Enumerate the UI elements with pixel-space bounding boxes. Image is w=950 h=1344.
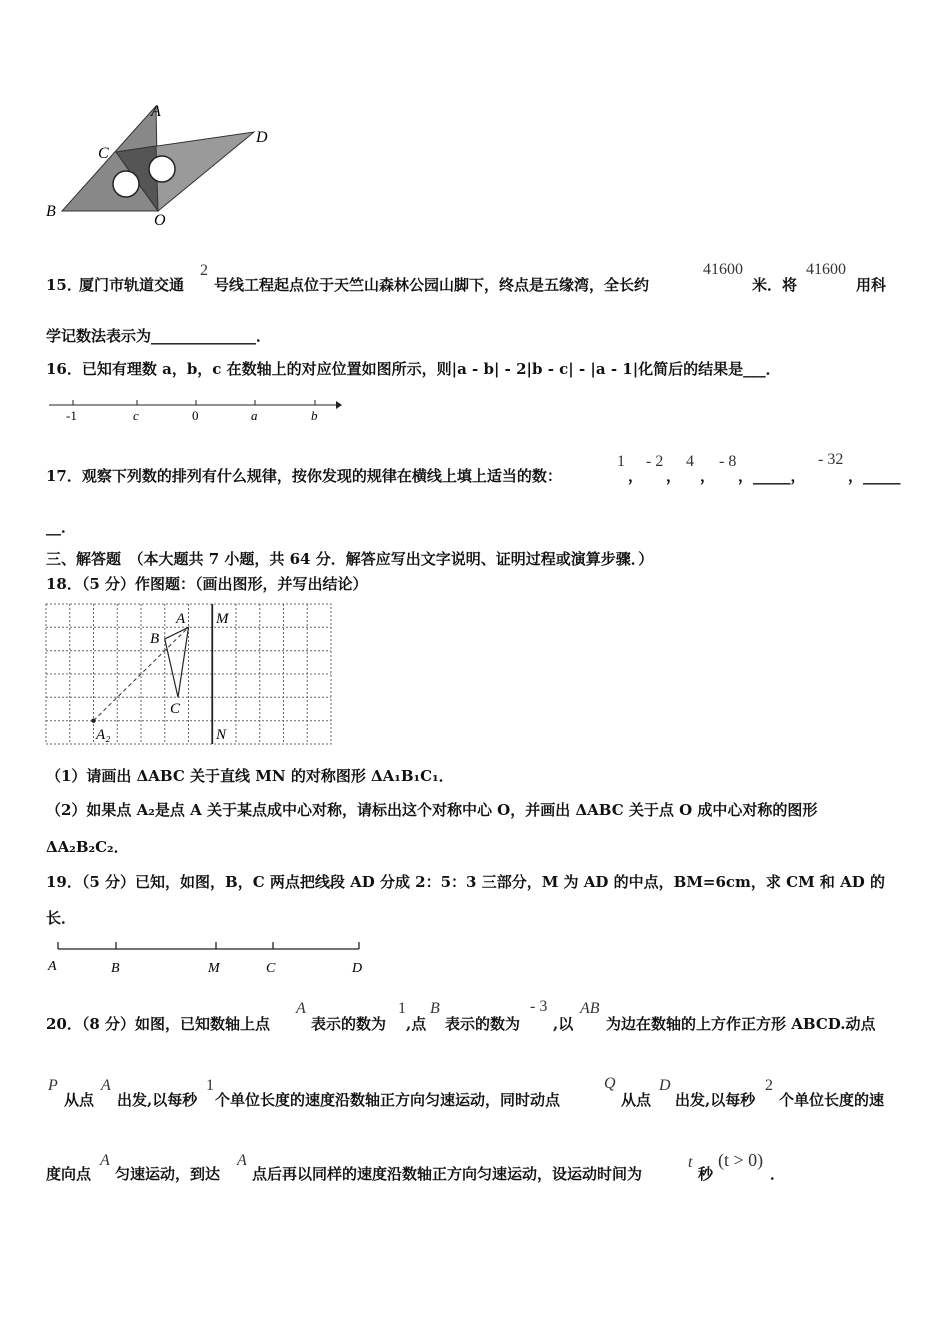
sep: ，	[628, 467, 644, 485]
q20-text: 表示的数为	[445, 1015, 521, 1033]
label-b: B	[150, 631, 160, 647]
num-1: 1	[398, 1000, 406, 1017]
seq-4: - 8	[719, 453, 737, 470]
q17-tail: __．	[46, 518, 77, 536]
q20-text: 为边在数轴的上方作正方形 ABCD.动点	[606, 1015, 876, 1033]
q20-text: 出发,以每秒	[675, 1091, 756, 1109]
q20-text: 度向点	[46, 1165, 92, 1183]
q19-line2: 长．	[46, 909, 77, 927]
q15-sup2: 2	[200, 262, 208, 279]
q20-text: 从点	[621, 1091, 652, 1109]
q20-text: 匀速运动，到达	[115, 1165, 221, 1183]
q20-text: 点后再以同样的速度沿数轴正方向匀速运动，设运动时间为	[252, 1165, 643, 1183]
seg-label-c: C	[266, 961, 276, 974]
q20-text: 20．（8 分）如图，已知数轴上点	[46, 1015, 271, 1033]
q20-text: ,点	[406, 1015, 427, 1033]
q15-num: 15．	[46, 276, 82, 294]
tick-label: -1	[66, 408, 77, 423]
q14-figure	[40, 98, 280, 228]
var-a: A	[237, 1152, 247, 1169]
label-n: N	[216, 727, 227, 743]
seg-label-d: D	[352, 961, 363, 974]
q18-title: 18．（5 分）作图题：（画出图形，并写出结论）	[46, 575, 368, 593]
seq-1: 1	[617, 453, 625, 470]
q18-part2-cont: ΔA₂B₂C₂．	[46, 838, 129, 856]
var-b: B	[430, 1000, 440, 1017]
seq-3: 4	[686, 453, 694, 470]
var-q: Q	[604, 1075, 616, 1092]
q17-text: 17．观察下列数的排列有什么规律，按你发现的规律在横线上填上适当的数：	[46, 467, 562, 485]
var-a: A	[100, 1152, 110, 1169]
section-heading: 三、解答题 （本大题共 7 小题，共 64 分．解答应写出文字说明、证明过程或演算步骤．）	[46, 550, 654, 568]
tick-label: c	[133, 408, 139, 423]
label-a2: A₂	[96, 727, 111, 743]
sep: ，	[700, 467, 716, 485]
var-d: D	[659, 1077, 671, 1094]
seg-label-m: M	[208, 961, 220, 974]
var-t: t	[688, 1154, 693, 1171]
label-a: A	[151, 103, 161, 120]
q15-text4: 用科	[856, 276, 887, 294]
num-1: 1	[206, 1077, 214, 1094]
label-d: D	[256, 129, 268, 146]
q15-text3: 米．将	[752, 276, 798, 294]
q20-text: 秒	[698, 1165, 714, 1183]
tick-label: b	[311, 408, 318, 423]
sep: ，	[666, 467, 682, 485]
hole-circle	[149, 156, 175, 182]
q18-part1: （1）请画出 ΔABC 关于直线 MN 的对称图形 ΔA₁B₁C₁．	[46, 767, 454, 785]
blank1: ，_____，	[738, 467, 806, 485]
hole-circle	[113, 171, 139, 197]
q20-text: ．	[770, 1165, 786, 1183]
seq-5: - 32	[818, 451, 844, 468]
q20-text: 表示的数为	[311, 1015, 387, 1033]
var-p: P	[48, 1077, 58, 1094]
label-o: O	[154, 212, 166, 228]
label-c: C	[98, 145, 109, 162]
tick-label: 0	[192, 408, 199, 423]
label-c: C	[170, 701, 181, 717]
q15-sup41600b: 41600	[806, 261, 846, 278]
num-2: 2	[765, 1077, 773, 1094]
label-m: M	[216, 611, 229, 627]
num-m3: - 3	[530, 998, 548, 1015]
q18-part2: （2）如果点 A₂是点 A 关于某点成中心对称，请标出这个对称中心 O，并画出 ΔABC 关于点 O 成中心对称的图形	[46, 801, 818, 819]
q15-sup41600a: 41600	[703, 261, 743, 278]
q20-text: 个单位长度的速	[779, 1091, 885, 1109]
seg-label-b: B	[111, 961, 120, 974]
blank2: ，_____	[848, 467, 901, 485]
q20-text: 个单位长度的速度沿数轴正方向匀速运动，同时动点	[215, 1091, 561, 1109]
seg-label-a: A	[48, 959, 57, 974]
q19-line1: 19．（5 分）已知，如图，B，C 两点把线段 AD 分成 2：5：3 三部分，M 为 AD 的中点，BM=6cm，求 CM 和 AD 的	[46, 873, 886, 891]
q15-text2: 号线工程起点位于天竺山森林公园山脚下，终点是五缘湾，全长约	[214, 276, 650, 294]
q20-text: 从点	[64, 1091, 95, 1109]
point-a2	[91, 719, 95, 723]
q16-text: 16．已知有理数 a，b，c 在数轴上的对应位置如图所示，则|a - b| - 2|b - c| - |a - 1|化简后的结果是___．	[46, 360, 781, 378]
var-a: A	[296, 1000, 306, 1017]
var-ab: AB	[580, 1000, 600, 1017]
q20-text: ,以	[553, 1015, 574, 1033]
seq-2: - 2	[646, 453, 664, 470]
label-a: A	[176, 611, 186, 627]
var-a: A	[101, 1077, 111, 1094]
triangle-abc	[165, 627, 189, 697]
q18-grid	[44, 603, 334, 747]
label-b: B	[46, 203, 56, 220]
q15-text1: 厦门市轨道交通	[79, 276, 185, 294]
q15-line2: 学记数法表示为______________．	[46, 327, 272, 345]
q16-number-line	[46, 396, 346, 424]
cond-t: (t > 0)	[718, 1150, 764, 1170]
q19-segment	[44, 934, 374, 974]
q20-text: 出发,以每秒	[117, 1091, 198, 1109]
tick-label: a	[251, 408, 258, 423]
